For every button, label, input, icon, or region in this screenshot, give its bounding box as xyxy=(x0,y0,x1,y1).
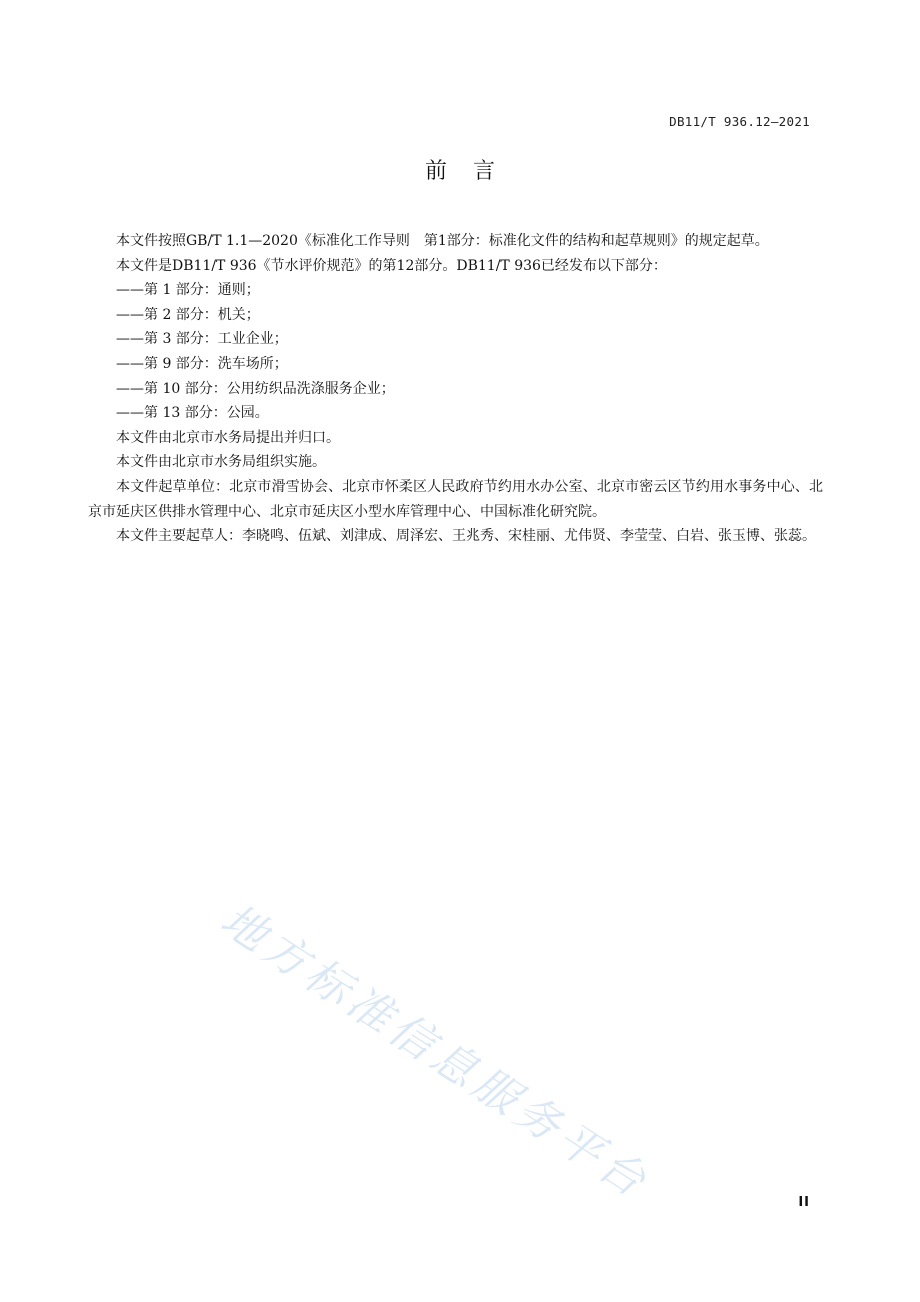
page-title: 前言 xyxy=(424,159,521,184)
list-item: ——第 2 部分：机关； xyxy=(116,306,260,323)
list-item: ——第 3 部分：工业企业； xyxy=(116,331,288,348)
paragraph-drafting-rules: 本文件按照GB/T 1.1—2020《标准化工作导则 第1部分：标准化文件的结构和起草规则》的规定起草。 xyxy=(116,233,769,249)
list-item: ——第 10 部分：公用纺织品洗涤服务企业； xyxy=(116,380,395,397)
watermark: 地方标准信息服务平台 xyxy=(211,894,659,1210)
list-item: ——第 9 部分：洗车场所； xyxy=(116,355,288,372)
paragraph-part-info: 本文件是DB11/T 936《节水评价规范》的第12部分。DB11/T 936已经发布以下部分： xyxy=(116,257,667,274)
page-number: II xyxy=(798,1195,810,1210)
list-item: ——第 13 部分：公园。 xyxy=(116,405,269,422)
document-code: DB11/T 936.12—2021 xyxy=(669,114,810,129)
paragraph-drafters: 本文件主要起草人：李晓鸣、伍斌、刘津成、周泽宏、王兆秀、宋桂丽、尤伟贤、李莹莹、白岩、张玉博、张蕊。 xyxy=(116,528,816,545)
document-body xyxy=(88,229,823,549)
paragraph-proposer: 本文件由北京市水务局提出并归口。 xyxy=(116,429,340,446)
paragraph-implementer: 本文件由北京市水务局组织实施。 xyxy=(116,454,326,471)
list-item: ——第 1 部分：通则； xyxy=(116,282,260,299)
paragraph-drafting-units: 本文件起草单位：北京市滑雪协会、北京市怀柔区人民政府节约用水办公室、北京市密云区节约用水事务中心、北京市延庆区供排水管理中心、北京市延庆区小型水库管理中心、中国标准化研究院。 xyxy=(88,478,823,520)
parts-list xyxy=(88,278,823,426)
